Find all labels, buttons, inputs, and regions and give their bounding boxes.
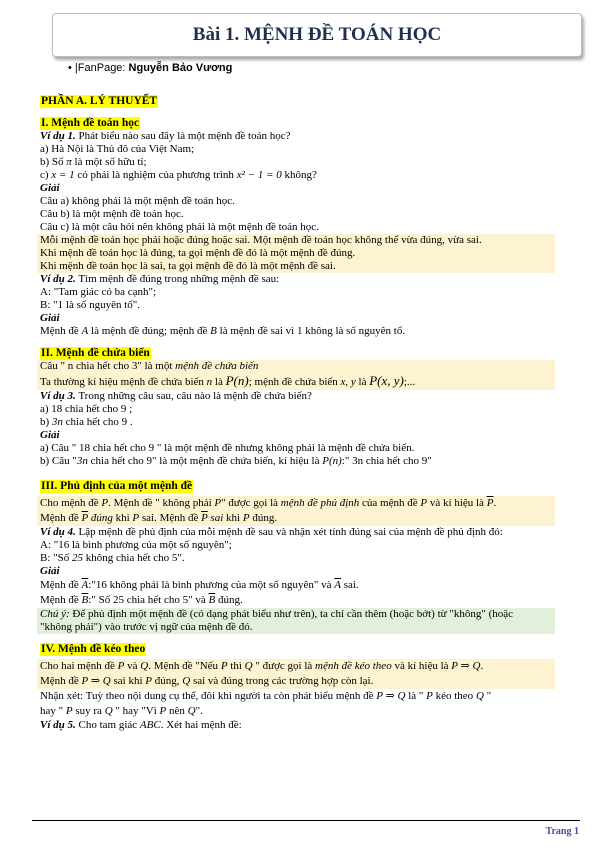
example-2-a: A: "Tam giác có ba cạnh"; <box>40 286 157 298</box>
section-1-heading: I. Mệnh đề toán học <box>41 117 140 129</box>
solution-line: Mệnh đề A là mệnh đề đúng; mệnh đề B là mệnh đề sai vì 1 không là số nguyên tố. <box>40 325 406 337</box>
example-2: Ví dụ 2. Tìm mệnh đề đúng trong những mệnh đề sau: <box>40 273 280 285</box>
example-3: Ví dụ 3. Trong những câu sau, câu nào là mệnh đề chứa biến? <box>40 390 312 402</box>
definition-box: Câu " n chia hết cho 3" là một mệnh đề chứa biến Ta thường kí hiệu mệnh đề chứa biến n là P(n); mệnh đề chứa biến x, y là P(x, y);... <box>37 360 555 390</box>
example-1-b: b) Số π là một số hữu tỉ; <box>40 156 147 168</box>
definition-box: Mỗi mệnh đề toán học phải hoặc đúng hoặc sai. Một mệnh đề toán học không thể vừa đúng, vừa sai. Khi mệnh đề toán học là đúng, ta gọi mệnh đề đó là một mệnh đề đúng. Khi mệnh đề toán học là sai, ta gọi mệnh đề đó là một mệnh đề sai. <box>37 234 555 273</box>
section-2-heading: II. Mệnh đề chứa biến <box>41 347 150 359</box>
solution-line: a) Câu " 18 chia hết cho 9 " là một mệnh đề nhưng không phải là mệnh đề chứa biến. <box>40 442 415 454</box>
note-box: Chú ý: Để phủ định một mệnh đề (có dạng phát biểu như trên), ta chỉ cần thêm (hoặc bớt) từ "không" (hoặc "không phải") vào trước vị ngữ của mệnh đề đó. <box>37 608 555 634</box>
example-2-b: B: "1 là số nguyên tố". <box>40 299 141 311</box>
example-1: Ví dụ 1. Phát biểu nào sau đây là một mệnh đề toán học? <box>40 130 291 142</box>
definition-box: Cho mệnh đề P. Mệnh đề " không phải P" được gọi là mệnh đề phủ định của mệnh đề P và kí hiệu là $\overline{P}$. Mệnh đề $\overline{P}$ đúng khi P sai. Mệnh đề $\overline{P}$ sai khi P đúng. <box>37 496 555 526</box>
solution-line: Câu a) không phải là một mệnh đề toán học. <box>40 195 235 207</box>
solution-line: Câu c) là một câu hỏi nên không phải là một mệnh đề toán học. <box>40 221 319 233</box>
solution-label: Giải <box>40 429 60 441</box>
solution-line: b) Câu "3n chia hết cho 9" là một mệnh đề chứa biến, kí hiệu là P(n):" 3n chia hết cho 9" <box>40 455 432 467</box>
solution-label: Giải <box>40 565 60 577</box>
section-3-heading: III. Phủ định của một mệnh đề <box>41 480 193 492</box>
example-1-c: c) x = 1 có phải là nghiệm của phương trình x² − 1 = 0 không? <box>40 169 317 181</box>
part-a-heading: PHẦN A. LÝ THUYẾT <box>41 95 158 107</box>
example-3-b: b) 3n chia hết cho 9 . <box>40 416 133 428</box>
solution-line: Mệnh đề $\overline{B}$:" Số 25 chia hết cho 5" và $\overline{B}$ đúng. <box>40 594 243 606</box>
solution-label: Giải <box>40 182 60 194</box>
solution-line: Câu b) là một mệnh đề toán học. <box>40 208 184 220</box>
fanpage-line <box>68 62 232 74</box>
page-title: Bài 1. MỆNH ĐỀ TOÁN HỌC <box>52 13 582 57</box>
section-4-heading: IV. Mệnh đề kéo theo <box>41 643 146 655</box>
footer-divider <box>32 820 580 821</box>
fanpage-name: Nguyễn Bảo Vương <box>128 62 233 74</box>
remark-line: Nhận xét: Tuỳ theo nội dung cụ thể, đôi khi người ta còn phát biểu mệnh đề P ⇒ Q là " P kéo theo Q " <box>40 690 492 702</box>
page-number: Trang 1 <box>545 826 579 837</box>
definition-box: Cho hai mệnh đề P và Q. Mệnh đề "Nếu P thì Q " được gọi là mệnh đề kéo theo và kí hiệu là P ⇒ Q. Mệnh đề P ⇒ Q sai khi P đúng, Q sai và đúng trong các trường hợp còn lại. <box>37 659 555 689</box>
example-4: Ví dụ 4. Lập mệnh đề phủ định của mỗi mệnh đề sau và nhận xét tính đúng sai của mệnh đề phủ định đó: <box>40 526 503 538</box>
example-4-b: B: "Số 25 không chia hết cho 5". <box>40 552 185 564</box>
document-body <box>40 95 555 732</box>
fanpage-label: |FanPage: <box>74 62 129 74</box>
example-3-a: a) 18 chia hết cho 9 ; <box>40 403 133 415</box>
bullet-icon: • <box>68 62 75 74</box>
solution-label: Giải <box>40 312 60 324</box>
example-1-a: a) Hà Nội là Thủ đô của Việt Nam; <box>40 143 195 155</box>
example-4-a: A: "16 là bình phương của một số nguyên"; <box>40 539 232 551</box>
solution-line: Mệnh đề $\overline{A}:"16$ không phải là bình phương của một số nguyên" và $\overline{A}$ sai. <box>40 579 359 591</box>
example-5: Ví dụ 5. Cho tam giác ABC. Xét hai mệnh đề: <box>40 719 242 731</box>
remark-line: hay " P suy ra Q " hay "Vì P nên Q". <box>40 705 203 717</box>
